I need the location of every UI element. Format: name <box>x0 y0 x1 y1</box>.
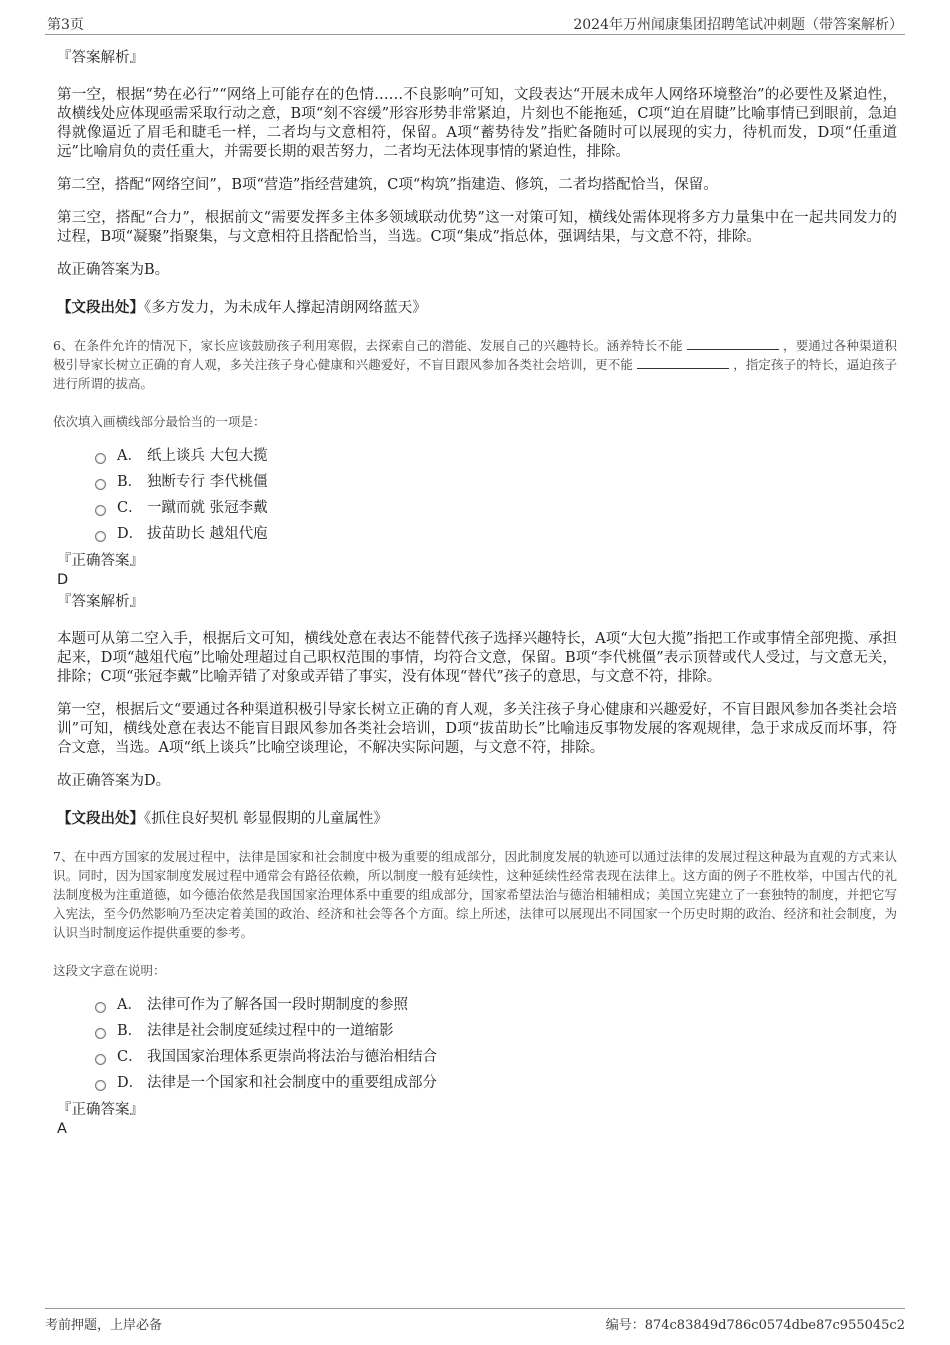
analysis-paragraph: 第二空，搭配“网络空间”，B项“营造”指经营建筑，C项“构筑”指建造、修筑，二者均搭配恰当，保留。 <box>57 177 718 193</box>
option-c[interactable] <box>95 495 897 521</box>
analysis-conclusion: 故正确答案为D。 <box>57 773 171 789</box>
option-text: 纸上谈兵 大包大揽 <box>147 448 268 464</box>
option-d[interactable] <box>95 521 897 547</box>
document-body <box>53 40 897 1139</box>
stem-text: ，要通过各种渠道积极引导家长树立正确的育人观，多关注孩子身心健康和兴趣爱好，不盲目跟风参加各类社会培训，更不能 <box>53 338 897 372</box>
option-b[interactable] <box>95 1018 897 1044</box>
radio-icon[interactable] <box>95 1028 106 1039</box>
analysis-paragraph: 第一空，根据“势在必行”“网络上可能存在的色情……不良影响”可知，文段表达“开展未成年人网络环境整治”的必要性及紧迫性，故横线处应体现亟需采取行动之意，B项“刻不容缓”形容形势非常紧迫，片刻也不能拖延，C项“迫在眉睫”比喻事情已到眼前，急迫得就像逼近了眉毛和睫毛一样，二者均与文意相符，保留。A项“蓄势待发”指贮备随时可以展现的实力，待机而发，D项“任重道远”比喻肩负的责任重大，并需要长期的艰苦努力，二者均无法体现事情的紧迫性，排除。 <box>57 87 897 160</box>
option-text: 一蹴而就 张冠李戴 <box>147 500 268 516</box>
radio-icon[interactable] <box>95 1054 106 1065</box>
correct-answer-label: 『正确答案』 <box>57 553 144 569</box>
source-citation <box>57 298 897 318</box>
option-text: 拔苗助长 越俎代庖 <box>147 526 268 542</box>
option-label: A． <box>117 448 142 464</box>
analysis-paragraph: 本题可从第二空入手，根据后文可知，横线处意在表达不能替代孩子选择兴趣特长，A项“大包大揽”指把工作或事情全部兜揽、承担起来，D项“越俎代庖”比喻处理超过自己职权范围的事情，均符合文意，保留。B项“李代桃僵”表示顶替或代人受过，与文意无关，排除；C项“张冠李戴”比喻弄错了对象或弄错了事实，没有体现“替代”孩子的意思，与文意不符，排除。 <box>57 631 897 685</box>
correct-answer: A <box>57 1121 67 1137</box>
option-label: C． <box>117 1049 143 1065</box>
source-label: 【文段出处】 <box>57 299 144 316</box>
radio-icon[interactable] <box>95 505 106 516</box>
footer-slogan: 考前押题，上岸必备 <box>45 1318 163 1333</box>
option-c[interactable] <box>95 1044 897 1070</box>
option-text: 我国国家治理体系更崇尚将法治与德治相结合 <box>147 1049 437 1065</box>
blank-line <box>687 337 779 350</box>
document-code: 编号：874c83849d786c0574dbe87c955045c2 <box>605 1318 905 1333</box>
analysis-label: 『答案解析』 <box>57 594 144 610</box>
option-label: D． <box>117 526 144 542</box>
option-label: C． <box>117 500 143 516</box>
source-text: 《抓住良好契机 彰显假期的儿童属性》 <box>144 811 388 827</box>
option-label: B． <box>117 1023 143 1039</box>
page-header <box>45 12 905 35</box>
source-label: 【文段出处】 <box>57 810 144 827</box>
analysis-paragraph: 第一空，根据后文“要通过各种渠道积极引导家长树立正确的育人观，多关注孩子身心健康和兴趣爱好，不盲目跟风参加各类社会培训”可知，横线处意在表达不能盲目跟风参加各类社会培训，D项“拔苗助长”比喻违反事物发展的客观规律，急于求成反而坏事，符合文意，当选。A项“纸上谈兵”比喻空谈理论，不解决实际问题，与文意不符，排除。 <box>57 702 897 756</box>
radio-icon[interactable] <box>95 453 106 464</box>
analysis-paragraph: 第三空，搭配“合力”，根据前文“需要发挥多主体多领域联动优势”这一对策可知，横线处需体现将多方力量集中在一起共同发力的过程，B项“凝聚”指聚集，与文意相符且搭配恰当，当选。C项“集成”指总体，强调结果，与文意不符，排除。 <box>57 210 897 245</box>
option-text: 法律可作为了解各国一段时期制度的参照 <box>147 997 408 1013</box>
option-text: 法律是一个国家和社会制度中的重要组成部分 <box>147 1075 437 1091</box>
radio-icon[interactable] <box>95 1080 106 1091</box>
stem-text: ，指定孩子的特长，逼迫孩子进行所谓的拔高。 <box>53 357 897 391</box>
question-7 <box>53 847 897 1139</box>
question-prompt: 这段文字意在说明： <box>53 963 166 978</box>
analysis-conclusion: 故正确答案为B。 <box>57 262 170 278</box>
option-list <box>57 443 897 547</box>
radio-icon[interactable] <box>95 479 106 490</box>
blank-line <box>637 356 729 369</box>
question-prompt: 依次填入画横线部分最恰当的一项是： <box>53 414 266 429</box>
page-footer <box>45 1308 905 1331</box>
option-label: B． <box>117 474 143 490</box>
question-6 <box>53 336 897 829</box>
page-number: 第3页 <box>47 17 84 33</box>
prev-question-section <box>57 48 897 318</box>
correct-answer-label: 『正确答案』 <box>57 1102 144 1118</box>
option-d[interactable] <box>95 1070 897 1096</box>
radio-icon[interactable] <box>95 531 106 542</box>
radio-icon[interactable] <box>95 1002 106 1013</box>
option-text: 法律是社会制度延续过程中的一道缩影 <box>147 1023 394 1039</box>
question-stem <box>53 336 897 393</box>
source-citation <box>57 809 897 829</box>
option-label: A． <box>117 997 142 1013</box>
analysis-label: 『答案解析』 <box>57 50 144 66</box>
correct-answer: D <box>57 572 69 588</box>
option-b[interactable] <box>95 469 897 495</box>
stem-text: 6、在条件允许的情况下，家长应该鼓励孩子利用寒假，去探索自己的潜能、发展自己的兴趣特长。涵养特长不能 <box>53 338 683 353</box>
source-text: 《多方发力，为未成年人撑起清朗网络蓝天》 <box>144 300 427 316</box>
option-label: D． <box>117 1075 144 1091</box>
option-text: 独断专行 李代桃僵 <box>147 474 268 490</box>
question-stem: 7、在中西方国家的发展过程中，法律是国家和社会制度中极为重要的组成部分，因此制度发展的轨迹可以通过法律的发展过程这种最为直观的方式来认识。同时，因为国家制度发展过程中通常会有路径依赖，所以制度一般有延续性，这种延续性经常表现在法律上。这方面的例子不胜枚举，中国古代的礼法制度极为注重道德，如今德治依然是我国国家治理体系中重要的组成部分，国家希望法治与德治相辅相成；美国立宪建立了一套独特的制度，并把它写入宪法，至今仍然影响乃至决定着美国的政治、经济和社会等各个方面。综上所述，法律可以展现出不同国家一个历史时期的政治、经济和社会制度，为认识当时制度运作提供重要的参考。 <box>53 849 897 940</box>
option-a[interactable] <box>95 443 897 469</box>
document-title: 2024年万州闻康集团招聘笔试冲刺题（带答案解析） <box>573 17 903 33</box>
option-list <box>57 992 897 1096</box>
option-a[interactable] <box>95 992 897 1018</box>
